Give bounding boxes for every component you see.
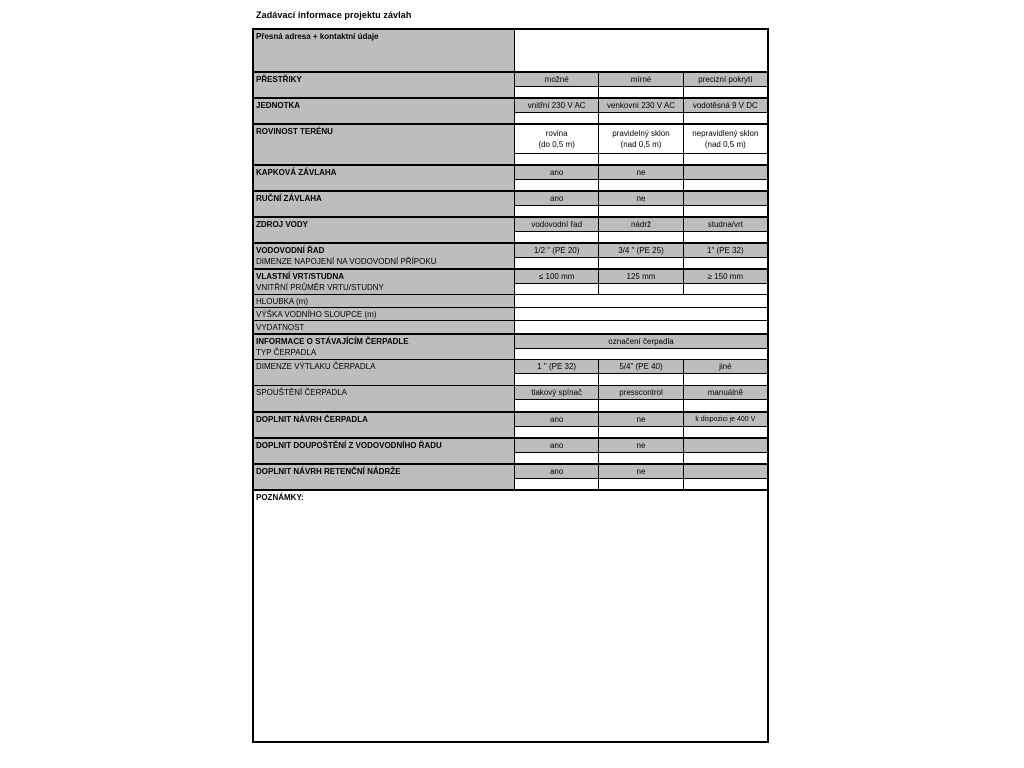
option-cell: mírné xyxy=(599,73,683,86)
checkbox-cell[interactable] xyxy=(684,113,767,123)
checkbox-cell[interactable] xyxy=(684,453,767,463)
notes-area[interactable] xyxy=(254,489,767,741)
checkbox-cell[interactable] xyxy=(599,453,683,463)
row-rovinost xyxy=(254,123,767,164)
row-hloubka xyxy=(254,294,767,307)
checkbox-cell[interactable] xyxy=(684,374,767,385)
row-vrt xyxy=(254,268,767,294)
option-cell xyxy=(684,166,767,179)
label-zdroj: ZDROJ VODY xyxy=(256,220,309,229)
checkbox-cell[interactable] xyxy=(684,427,767,437)
label-kapkova: KAPKOVÁ ZÁVLAHA xyxy=(256,168,337,177)
label-rucni: RUČNÍ ZÁVLAHA xyxy=(256,194,322,203)
row-navrh-cerpadla xyxy=(254,411,767,437)
option-cell: pravidelný sklon (nad 0,5 m) xyxy=(599,125,683,153)
option-cell: ano xyxy=(515,192,599,205)
checkbox-cell[interactable] xyxy=(684,87,767,97)
checkbox-cell[interactable] xyxy=(684,154,767,164)
option-cell: ano xyxy=(515,439,599,452)
option-cell: k dispozici je 400 V xyxy=(695,416,756,423)
option-cell: tlakový spínač xyxy=(515,386,599,399)
label-vydatnost: VYDATNOST xyxy=(256,323,305,332)
label-spousteni: SPOUŠTĚNÍ ČERPADLA xyxy=(256,388,347,397)
option-cell xyxy=(684,439,767,452)
row-vytlak xyxy=(254,359,767,385)
checkbox-cell[interactable] xyxy=(599,284,683,294)
checkbox-cell[interactable] xyxy=(599,400,683,411)
option-cell: vodovodní řad xyxy=(515,218,599,231)
checkbox-cell[interactable] xyxy=(599,180,683,190)
checkbox-cell[interactable] xyxy=(684,232,767,242)
checkbox-cell[interactable] xyxy=(515,180,599,190)
sublabel-cerpadlo: TYP ČERPADLA xyxy=(256,348,317,357)
checkbox-cell[interactable] xyxy=(515,400,599,411)
row-spousteni xyxy=(254,385,767,411)
option-cell: ≥ 150 mm xyxy=(707,272,744,281)
option-cell: ano xyxy=(515,413,599,426)
row-vydatnost xyxy=(254,320,767,333)
option-cell: ne xyxy=(599,192,683,205)
checkbox-cell[interactable] xyxy=(515,206,599,216)
vydatnost-input[interactable] xyxy=(515,321,767,333)
row-prestriky xyxy=(254,71,767,97)
option-cell: studna/vrt xyxy=(707,220,743,229)
row-cerpadlo xyxy=(254,333,767,359)
vyska-input[interactable] xyxy=(515,308,767,320)
checkbox-cell[interactable] xyxy=(684,284,767,294)
checkbox-cell[interactable] xyxy=(515,284,599,294)
checkbox-cell[interactable] xyxy=(684,206,767,216)
label-prestriky: PŘESTŘIKY xyxy=(256,75,302,84)
address-input[interactable] xyxy=(515,30,767,71)
address-label-text: Přesná adresa + kontaktní údaje xyxy=(256,32,379,41)
checkbox-cell[interactable] xyxy=(599,87,683,97)
row-jednotka xyxy=(254,97,767,123)
pump-designation-input[interactable] xyxy=(515,349,767,359)
option-cell xyxy=(684,192,767,205)
page-title: Zadávací informace projektu závlah xyxy=(256,10,412,20)
label-vytlak: DIMENZE VÝTLAKU ČERPADLA xyxy=(256,362,376,371)
option-cell: jiné xyxy=(719,362,732,371)
option-cell: rovina (do 0,5 m) xyxy=(515,125,599,153)
option-cell: 1/2 " (PE 20) xyxy=(515,244,599,257)
address-row xyxy=(254,30,767,71)
project-form xyxy=(252,28,769,743)
checkbox-cell[interactable] xyxy=(684,400,767,411)
checkbox-cell[interactable] xyxy=(599,206,683,216)
row-rucni xyxy=(254,190,767,216)
checkbox-cell[interactable] xyxy=(684,479,767,489)
checkbox-cell[interactable] xyxy=(515,479,599,489)
label-cerpadlo: INFORMACE O STÁVAJÍCÍM ČERPADLE xyxy=(256,337,409,346)
row-dopousteni xyxy=(254,437,767,463)
option-cell: ne xyxy=(599,465,683,478)
row-vodovodni xyxy=(254,242,767,268)
checkbox-cell[interactable] xyxy=(599,154,683,164)
sublabel-vodovodni: DIMENZE NAPOJENÍ NA VODOVODNÍ PŘÍPOKU xyxy=(256,257,437,266)
checkbox-cell[interactable] xyxy=(515,258,599,268)
option-cell: ne xyxy=(599,413,683,426)
label-navrh-cerpadla: DOPLNIT NÁVRH ČERPADLA xyxy=(256,415,368,424)
option-cell: vnitřní 230 V AC xyxy=(515,99,599,112)
option-cell: 1" (PE 32) xyxy=(707,246,744,255)
checkbox-cell[interactable] xyxy=(515,427,599,437)
label-rovinost: ROVINOST TERÉNU xyxy=(256,127,333,136)
notes-label: POZNÁMKY: xyxy=(256,493,304,502)
option-cell: ano xyxy=(515,465,599,478)
option-cell: vodotěsná 9 V DC xyxy=(692,101,758,110)
option-cell: ano xyxy=(515,166,599,179)
option-cell: manuálně xyxy=(707,388,743,397)
option-cell: precizní pokrytí xyxy=(698,75,753,84)
row-vyska xyxy=(254,307,767,320)
option-cell: ≤ 100 mm xyxy=(515,270,599,283)
option-cell: ne xyxy=(599,166,683,179)
row-zdroj xyxy=(254,216,767,242)
checkbox-cell[interactable] xyxy=(515,453,599,463)
checkbox-cell[interactable] xyxy=(599,258,683,268)
option-cell: presscontrol xyxy=(599,386,683,399)
option-cell: nádrž xyxy=(599,218,683,231)
label-retencni: DOPLNIT NÁVRH RETENČNÍ NÁDRŽE xyxy=(256,467,401,476)
checkbox-cell[interactable] xyxy=(684,258,767,268)
checkbox-cell[interactable] xyxy=(515,154,599,164)
checkbox-cell[interactable] xyxy=(515,113,599,123)
option-cell: nepravidlený sklon (nad 0,5 m) xyxy=(692,129,759,149)
option-cell: 125 mm xyxy=(599,270,683,283)
checkbox-cell[interactable] xyxy=(684,180,767,190)
checkbox-cell[interactable] xyxy=(599,232,683,242)
checkbox-cell[interactable] xyxy=(599,113,683,123)
checkbox-cell[interactable] xyxy=(515,232,599,242)
label-vyska: VÝŠKA VODNÍHO SLOUPCE (m) xyxy=(256,310,377,319)
checkbox-cell[interactable] xyxy=(599,374,683,385)
option-cell: ne xyxy=(599,439,683,452)
address-label xyxy=(254,30,515,71)
pump-designation-label: označení čerpadla xyxy=(608,337,674,346)
option-cell: venkovní 230 V AC xyxy=(599,99,683,112)
option-cell: možné xyxy=(515,73,599,86)
label-jednotka: JEDNOTKA xyxy=(256,101,301,110)
row-kapkova xyxy=(254,164,767,190)
row-retencni xyxy=(254,463,767,489)
sublabel-vrt: VNITŘNÍ PRŮMĚR VRTU/STUDNY xyxy=(256,283,384,292)
option-cell: 1 " (PE 32) xyxy=(515,360,599,373)
hloubka-input[interactable] xyxy=(515,295,767,307)
label-vodovodni: VODOVODNÍ ŘAD xyxy=(256,246,325,255)
checkbox-cell[interactable] xyxy=(599,427,683,437)
label-vrt: VLASTNÍ VRT/STUDNA xyxy=(256,272,344,281)
checkbox-cell[interactable] xyxy=(599,479,683,489)
label-hloubka: HLOUBKA (m) xyxy=(256,297,309,306)
option-cell: 5/4" (PE 40) xyxy=(599,360,683,373)
option-cell xyxy=(684,465,767,478)
option-cell: 3/4 " (PE 25) xyxy=(599,244,683,257)
label-dopousteni: DOPLNIT DOUPOŠTĚNÍ Z VODOVODNÍHO ŘADU xyxy=(256,441,442,450)
checkbox-cell[interactable] xyxy=(515,87,599,97)
checkbox-cell[interactable] xyxy=(515,374,599,385)
